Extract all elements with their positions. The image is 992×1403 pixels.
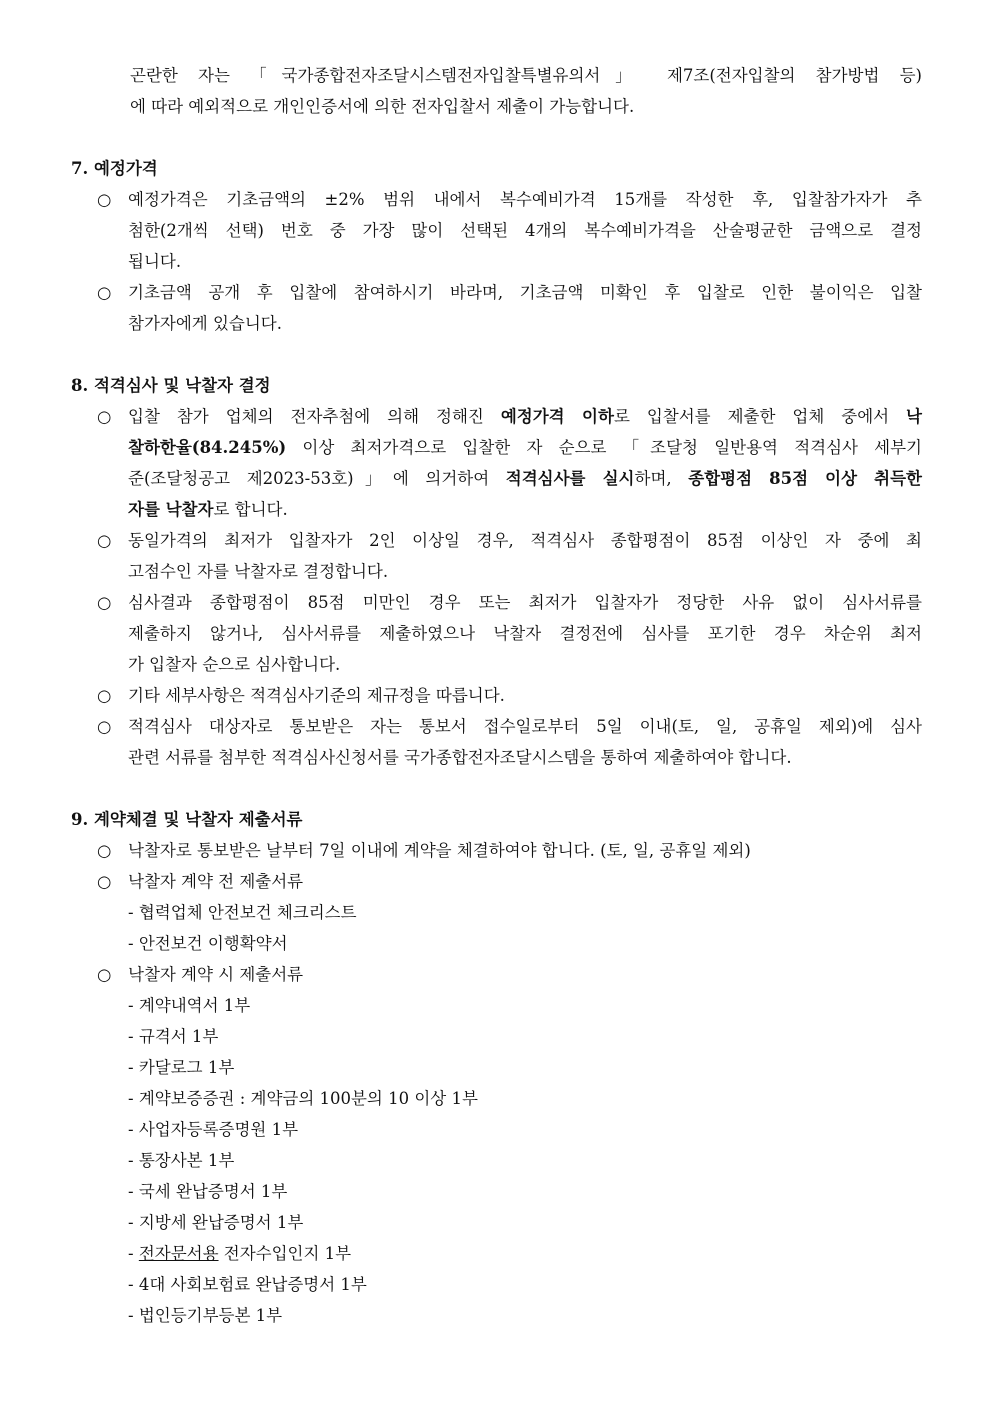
bullet-icon: ○ <box>97 283 112 302</box>
bullet-icon: ○ <box>97 965 112 984</box>
sec8-p1-line-1 <box>128 405 922 429</box>
bullet-icon: ○ <box>97 872 112 891</box>
sec8-p1-text: 입찰 참가 업체의 전자추첨에 의해 정해진 <box>128 407 501 426</box>
contract-doc-item: - 지방세 완납증명서 1부 <box>128 1213 304 1232</box>
sec8-emphasis: 찰하한율(84.245%) <box>128 438 287 457</box>
contract-doc-item: - 법인등기부등본 1부 <box>128 1306 283 1325</box>
contract-doc-item: - 카달로그 1부 <box>128 1058 235 1077</box>
sec8-p5-line-2: 관련 서류를 첨부한 적격심사신청서를 국가종합전자조달시스템을 통하여 제출하여야 합니다. <box>128 748 792 767</box>
contract-doc-item: - 통장사본 1부 <box>128 1151 235 1170</box>
sec7-p1-line-1: 예정가격은 기초금액의 ±2% 범위 내에서 복수예비가격 15개를 작성한 후, 입찰참가자가 추 <box>128 190 922 209</box>
item-text: 전자수입인지 1부 <box>218 1244 352 1263</box>
contract-doc-item-stamp <box>128 1242 351 1266</box>
intro-line-1: 곤란한 자는 「국가종합전자조달시스템전자입찰특별유의서」 제7조(전자입찰의 참가방법 등) <box>130 66 922 85</box>
bullet-icon: ○ <box>97 841 112 860</box>
sec9-p2: 낙찰자 계약 전 제출서류 <box>128 872 304 891</box>
sec8-p1-text: 준(조달청공고 제2023-53호)」에 의거하여 <box>128 469 506 488</box>
sec8-p2-line-1: 동일가격의 최저가 입찰자가 2인 이상일 경우, 적격심사 종합평점이 85점 이상인 자 중에 최 <box>128 531 922 550</box>
contract-doc-item: - 계약보증증권 : 계약금의 100분의 10 이상 1부 <box>128 1089 478 1108</box>
contract-doc-item: - 규격서 1부 <box>128 1027 219 1046</box>
pre-contract-doc-item: - 협력업체 안전보건 체크리스트 <box>128 903 357 922</box>
sec8-p1-text: 하며, <box>634 469 689 488</box>
intro-line-2: 에 따라 예외적으로 개인인증서에 의한 전자입찰서 제출이 가능합니다. <box>130 97 635 116</box>
underlined-term: 전자문서용 <box>138 1244 219 1263</box>
sec8-p5-line-1: 적격심사 대상자로 통보받은 자는 통보서 접수일로부터 5일 이내(토, 일, 공휴일 제외)에 심사 <box>128 717 922 736</box>
sec8-p1-text: 로 합니다. <box>213 500 288 519</box>
sec7-p2-line-2: 참가자에게 있습니다. <box>128 314 282 333</box>
sec7-p1-line-2: 첨한(2개씩 선택) 번호 중 가장 많이 선택된 4개의 복수예비가격을 산술평균한 금액으로 결정 <box>128 221 922 240</box>
sec8-p1-line-3 <box>128 467 922 491</box>
sec8-emphasis: 자를 낙찰자 <box>128 500 214 519</box>
sec8-p1-text: 이상 최저가격으로 입찰한 자 순으로 「조달청 일반용역 적격심사 세부기 <box>286 438 922 457</box>
section-7-title: 7. 예정가격 <box>71 159 158 178</box>
bullet-icon: ○ <box>97 190 112 209</box>
sec8-emphasis: 예정가격 이하 <box>500 407 614 426</box>
sec8-p4-line-1: 기타 세부사항은 적격심사기준의 제규정을 따릅니다. <box>128 686 505 705</box>
item-dash: - <box>128 1244 139 1263</box>
contract-doc-item: - 계약내역서 1부 <box>128 996 251 1015</box>
sec8-p3-line-3: 가 입찰자 순으로 심사합니다. <box>128 655 341 674</box>
sec8-p1-line-4 <box>128 498 288 522</box>
bullet-icon: ○ <box>97 531 112 550</box>
sec8-p1-text: 로 입찰서를 제출한 업체 중에서 <box>613 407 907 426</box>
pre-contract-doc-item: - 안전보건 이행확약서 <box>128 934 288 953</box>
sec7-p2-line-1: 기초금액 공개 후 입찰에 참여하시기 바라며, 기초금액 미확인 후 입찰로 인한 불이익은 입찰 <box>128 283 922 302</box>
contract-doc-item: - 4대 사회보험료 완납증명서 1부 <box>128 1275 367 1294</box>
section-8-title: 8. 적격심사 및 낙찰자 결정 <box>71 376 271 395</box>
sec8-p1-line-2 <box>128 436 922 460</box>
contract-doc-item: - 국세 완납증명서 1부 <box>128 1182 288 1201</box>
sec9-p3: 낙찰자 계약 시 제출서류 <box>128 965 304 984</box>
bullet-icon: ○ <box>97 686 112 705</box>
bullet-icon: ○ <box>97 717 112 736</box>
bullet-icon: ○ <box>97 407 112 426</box>
sec8-p3-line-2: 제출하지 않거나, 심사서류를 제출하였으나 낙찰자 결정전에 심사를 포기한 경우 차순위 최저 <box>128 624 922 643</box>
sec8-emphasis: 낙 <box>906 407 922 426</box>
sec8-p2-line-2: 고점수인 자를 낙찰자로 결정합니다. <box>128 562 389 581</box>
sec8-emphasis: 적격심사를 실시 <box>505 469 635 488</box>
sec9-p1: 낙찰자로 통보받은 날부터 7일 이내에 계약을 체결하여야 합니다. (토, 일, 공휴일 제외) <box>128 841 751 860</box>
sec8-emphasis: 종합평점 85점 이상 취득한 <box>688 469 922 488</box>
section-9-title: 9. 계약체결 및 낙찰자 제출서류 <box>71 810 303 829</box>
bullet-icon: ○ <box>97 593 112 612</box>
sec7-p1-line-3: 됩니다. <box>128 252 182 271</box>
contract-doc-item: - 사업자등록증명원 1부 <box>128 1120 299 1139</box>
sec8-p3-line-1: 심사결과 종합평점이 85점 미만인 경우 또는 최저가 입찰자가 정당한 사유 없이 심사서류를 <box>128 593 922 612</box>
